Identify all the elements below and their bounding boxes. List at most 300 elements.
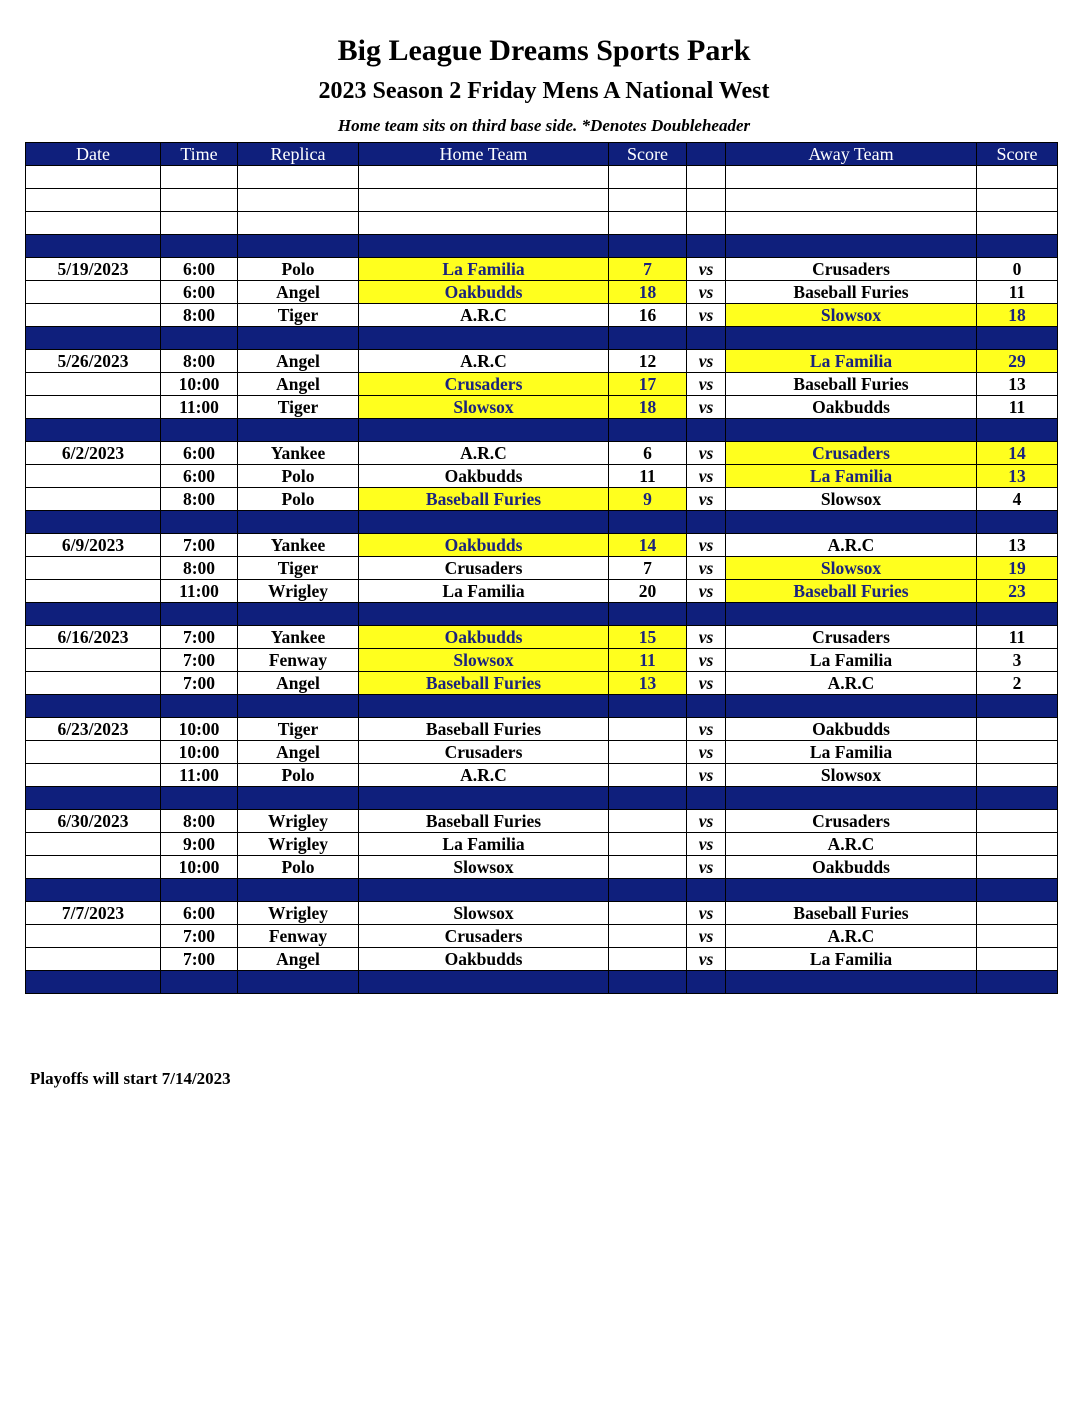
- away-score: 2: [977, 672, 1058, 695]
- week-separator-row: [26, 787, 1058, 810]
- game-time: 6:00: [161, 442, 238, 465]
- home-team: A.R.C: [359, 350, 609, 373]
- empty-cell: [161, 419, 238, 442]
- vs-label: vs: [687, 672, 726, 695]
- empty-cell: [726, 189, 977, 212]
- vs-label: vs: [687, 649, 726, 672]
- home-team: Oakbudds: [359, 465, 609, 488]
- game-row: [26, 948, 1058, 971]
- away-score: 13: [977, 534, 1058, 557]
- game-date: 6/30/2023: [26, 810, 161, 833]
- away-score: [977, 718, 1058, 741]
- empty-cell: [238, 419, 359, 442]
- away-team: A.R.C: [726, 534, 977, 557]
- away-team: Slowsox: [726, 557, 977, 580]
- away-score: [977, 764, 1058, 787]
- empty-cell: [359, 787, 609, 810]
- vs-label: vs: [687, 626, 726, 649]
- game-replica: Angel: [238, 373, 359, 396]
- empty-cell: [687, 511, 726, 534]
- empty-cell: [359, 971, 609, 994]
- game-replica: Angel: [238, 672, 359, 695]
- game-row: [26, 350, 1058, 373]
- game-time: 10:00: [161, 373, 238, 396]
- game-replica: Wrigley: [238, 810, 359, 833]
- playoffs-note: Playoffs will start 7/14/2023: [30, 1069, 231, 1088]
- empty-cell: [609, 166, 687, 189]
- empty-cell: [687, 189, 726, 212]
- empty-cell: [26, 787, 161, 810]
- home-score: 12: [609, 350, 687, 373]
- empty-cell: [26, 373, 161, 396]
- empty-cell: [238, 879, 359, 902]
- away-score: [977, 833, 1058, 856]
- empty-cell: [726, 511, 977, 534]
- away-score: 0: [977, 258, 1058, 281]
- home-score: [609, 948, 687, 971]
- empty-cell: [26, 419, 161, 442]
- home-score: 11: [609, 649, 687, 672]
- game-time: 8:00: [161, 350, 238, 373]
- game-replica: Fenway: [238, 925, 359, 948]
- away-team: A.R.C: [726, 925, 977, 948]
- game-row: [26, 580, 1058, 603]
- game-time: 10:00: [161, 741, 238, 764]
- away-score: 11: [977, 396, 1058, 419]
- empty-cell: [977, 879, 1058, 902]
- empty-cell: [238, 787, 359, 810]
- empty-cell: [609, 787, 687, 810]
- empty-cell: [726, 603, 977, 626]
- empty-cell: [726, 971, 977, 994]
- away-team: Baseball Furies: [726, 373, 977, 396]
- game-replica: Tiger: [238, 718, 359, 741]
- empty-cell: [26, 488, 161, 511]
- away-team: Baseball Furies: [726, 281, 977, 304]
- home-team: Slowsox: [359, 649, 609, 672]
- col-header-date: Date: [26, 143, 161, 166]
- home-team: La Familia: [359, 580, 609, 603]
- empty-cell: [977, 327, 1058, 350]
- home-score: [609, 833, 687, 856]
- empty-cell: [238, 166, 359, 189]
- vs-label: vs: [687, 925, 726, 948]
- empty-cell: [26, 856, 161, 879]
- game-replica: Polo: [238, 856, 359, 879]
- vs-label: vs: [687, 258, 726, 281]
- away-team: La Familia: [726, 948, 977, 971]
- game-time: 7:00: [161, 925, 238, 948]
- empty-cell: [26, 189, 161, 212]
- empty-cell: [359, 695, 609, 718]
- home-team: Baseball Furies: [359, 810, 609, 833]
- empty-cell: [609, 603, 687, 626]
- away-score: 14: [977, 442, 1058, 465]
- empty-cell: [726, 419, 977, 442]
- game-row: [26, 281, 1058, 304]
- empty-cell: [726, 166, 977, 189]
- vs-label: vs: [687, 281, 726, 304]
- empty-cell: [161, 212, 238, 235]
- game-date: 5/19/2023: [26, 258, 161, 281]
- vs-label: vs: [687, 948, 726, 971]
- empty-cell: [977, 603, 1058, 626]
- game-row: [26, 925, 1058, 948]
- empty-cell: [26, 557, 161, 580]
- away-team: Oakbudds: [726, 718, 977, 741]
- home-score: 13: [609, 672, 687, 695]
- empty-cell: [238, 603, 359, 626]
- game-row: [26, 534, 1058, 557]
- empty-cell: [609, 212, 687, 235]
- game-replica: Tiger: [238, 396, 359, 419]
- game-time: 7:00: [161, 672, 238, 695]
- empty-cell: [26, 396, 161, 419]
- empty-cell: [726, 212, 977, 235]
- game-time: 8:00: [161, 810, 238, 833]
- empty-cell: [26, 304, 161, 327]
- empty-cell: [161, 511, 238, 534]
- blank-row: [26, 189, 1058, 212]
- game-time: 6:00: [161, 281, 238, 304]
- col-header-replica: Replica: [238, 143, 359, 166]
- empty-cell: [609, 971, 687, 994]
- vs-label: vs: [687, 442, 726, 465]
- empty-cell: [359, 212, 609, 235]
- game-time: 11:00: [161, 580, 238, 603]
- away-score: 29: [977, 350, 1058, 373]
- week-separator-row: [26, 695, 1058, 718]
- vs-label: vs: [687, 534, 726, 557]
- week-separator-row: [26, 235, 1058, 258]
- col-header-home-team: Home Team: [359, 143, 609, 166]
- home-score: 6: [609, 442, 687, 465]
- home-score: [609, 718, 687, 741]
- home-team: A.R.C: [359, 764, 609, 787]
- empty-cell: [609, 327, 687, 350]
- game-replica: Wrigley: [238, 902, 359, 925]
- away-team: Slowsox: [726, 764, 977, 787]
- game-time: 6:00: [161, 465, 238, 488]
- empty-cell: [161, 787, 238, 810]
- game-replica: Tiger: [238, 304, 359, 327]
- away-team: Baseball Furies: [726, 580, 977, 603]
- home-score: [609, 741, 687, 764]
- empty-cell: [26, 948, 161, 971]
- empty-cell: [26, 879, 161, 902]
- empty-cell: [687, 971, 726, 994]
- empty-cell: [609, 511, 687, 534]
- home-team: A.R.C: [359, 442, 609, 465]
- empty-cell: [687, 603, 726, 626]
- game-date: 6/9/2023: [26, 534, 161, 557]
- home-team: Oakbudds: [359, 626, 609, 649]
- empty-cell: [238, 971, 359, 994]
- away-team: Crusaders: [726, 258, 977, 281]
- away-score: [977, 810, 1058, 833]
- away-team: La Familia: [726, 649, 977, 672]
- away-team: Baseball Furies: [726, 902, 977, 925]
- empty-cell: [359, 879, 609, 902]
- away-score: [977, 856, 1058, 879]
- empty-cell: [609, 235, 687, 258]
- empty-cell: [26, 511, 161, 534]
- home-team: Slowsox: [359, 902, 609, 925]
- away-team: Oakbudds: [726, 396, 977, 419]
- away-score: 11: [977, 626, 1058, 649]
- game-time: 7:00: [161, 534, 238, 557]
- vs-label: vs: [687, 396, 726, 419]
- game-time: 8:00: [161, 304, 238, 327]
- empty-cell: [687, 166, 726, 189]
- col-header-away-score: Score: [977, 143, 1058, 166]
- empty-cell: [238, 189, 359, 212]
- empty-cell: [238, 327, 359, 350]
- schedule-body: [26, 166, 1058, 994]
- empty-cell: [26, 212, 161, 235]
- home-score: 7: [609, 557, 687, 580]
- vs-label: vs: [687, 488, 726, 511]
- empty-cell: [977, 971, 1058, 994]
- game-replica: Fenway: [238, 649, 359, 672]
- away-score: 13: [977, 373, 1058, 396]
- empty-cell: [687, 695, 726, 718]
- week-separator-row: [26, 879, 1058, 902]
- empty-cell: [161, 189, 238, 212]
- page-title: Big League Dreams Sports Park: [337, 34, 751, 67]
- home-team: Crusaders: [359, 373, 609, 396]
- empty-cell: [726, 879, 977, 902]
- game-row: [26, 718, 1058, 741]
- home-team: La Familia: [359, 258, 609, 281]
- empty-cell: [359, 166, 609, 189]
- game-time: 11:00: [161, 764, 238, 787]
- away-team: Crusaders: [726, 810, 977, 833]
- empty-cell: [161, 327, 238, 350]
- empty-cell: [687, 419, 726, 442]
- empty-cell: [687, 879, 726, 902]
- vs-label: vs: [687, 373, 726, 396]
- game-date: 6/2/2023: [26, 442, 161, 465]
- away-team: La Familia: [726, 465, 977, 488]
- empty-cell: [26, 925, 161, 948]
- week-separator-row: [26, 511, 1058, 534]
- game-row: [26, 442, 1058, 465]
- away-score: 18: [977, 304, 1058, 327]
- home-team: Crusaders: [359, 557, 609, 580]
- blank-row: [26, 212, 1058, 235]
- home-team: Oakbudds: [359, 281, 609, 304]
- empty-cell: [26, 741, 161, 764]
- game-replica: Tiger: [238, 557, 359, 580]
- empty-cell: [977, 189, 1058, 212]
- away-team: Oakbudds: [726, 856, 977, 879]
- week-separator-row: [26, 327, 1058, 350]
- empty-cell: [161, 695, 238, 718]
- empty-cell: [609, 419, 687, 442]
- empty-cell: [26, 580, 161, 603]
- home-score: 20: [609, 580, 687, 603]
- empty-cell: [977, 212, 1058, 235]
- blank-row: [26, 166, 1058, 189]
- home-team: Baseball Furies: [359, 488, 609, 511]
- empty-cell: [26, 971, 161, 994]
- empty-cell: [161, 971, 238, 994]
- home-team: Oakbudds: [359, 534, 609, 557]
- empty-cell: [359, 511, 609, 534]
- home-score: [609, 902, 687, 925]
- home-score: 18: [609, 281, 687, 304]
- empty-cell: [977, 166, 1058, 189]
- game-row: [26, 396, 1058, 419]
- home-team: Baseball Furies: [359, 672, 609, 695]
- week-separator-row: [26, 419, 1058, 442]
- away-score: 11: [977, 281, 1058, 304]
- empty-cell: [726, 235, 977, 258]
- game-replica: Yankee: [238, 442, 359, 465]
- empty-cell: [359, 189, 609, 212]
- game-row: [26, 258, 1058, 281]
- empty-cell: [609, 189, 687, 212]
- empty-cell: [726, 787, 977, 810]
- week-separator-row: [26, 603, 1058, 626]
- home-team: Slowsox: [359, 856, 609, 879]
- empty-cell: [26, 649, 161, 672]
- empty-cell: [977, 787, 1058, 810]
- home-score: [609, 810, 687, 833]
- page-subtitle: 2023 Season 2 Friday Mens A National West: [318, 78, 770, 104]
- game-row: [26, 557, 1058, 580]
- empty-cell: [26, 465, 161, 488]
- empty-cell: [238, 511, 359, 534]
- vs-label: vs: [687, 833, 726, 856]
- game-date: 6/16/2023: [26, 626, 161, 649]
- vs-label: vs: [687, 557, 726, 580]
- empty-cell: [687, 787, 726, 810]
- away-score: 4: [977, 488, 1058, 511]
- game-row: [26, 856, 1058, 879]
- game-time: 8:00: [161, 488, 238, 511]
- vs-label: vs: [687, 902, 726, 925]
- game-time: 10:00: [161, 856, 238, 879]
- game-time: 7:00: [161, 626, 238, 649]
- away-score: 13: [977, 465, 1058, 488]
- game-time: 11:00: [161, 396, 238, 419]
- empty-cell: [726, 695, 977, 718]
- home-score: 11: [609, 465, 687, 488]
- empty-cell: [26, 235, 161, 258]
- empty-cell: [359, 235, 609, 258]
- game-date: 7/7/2023: [26, 902, 161, 925]
- empty-cell: [26, 281, 161, 304]
- away-team: Slowsox: [726, 488, 977, 511]
- home-score: 7: [609, 258, 687, 281]
- home-team: Oakbudds: [359, 948, 609, 971]
- col-header-vs: [687, 143, 726, 166]
- home-score: [609, 856, 687, 879]
- game-replica: Wrigley: [238, 580, 359, 603]
- away-score: [977, 925, 1058, 948]
- empty-cell: [687, 327, 726, 350]
- empty-cell: [26, 603, 161, 626]
- home-team: Crusaders: [359, 741, 609, 764]
- home-team: Baseball Furies: [359, 718, 609, 741]
- home-score: 15: [609, 626, 687, 649]
- home-team: Crusaders: [359, 925, 609, 948]
- empty-cell: [26, 672, 161, 695]
- empty-cell: [238, 695, 359, 718]
- game-date: 6/23/2023: [26, 718, 161, 741]
- col-header-home-score: Score: [609, 143, 687, 166]
- empty-cell: [726, 327, 977, 350]
- empty-cell: [977, 511, 1058, 534]
- col-header-time: Time: [161, 143, 238, 166]
- empty-cell: [687, 212, 726, 235]
- game-replica: Polo: [238, 488, 359, 511]
- game-row: [26, 373, 1058, 396]
- empty-cell: [977, 235, 1058, 258]
- vs-label: vs: [687, 856, 726, 879]
- empty-cell: [161, 879, 238, 902]
- empty-cell: [238, 212, 359, 235]
- game-time: 7:00: [161, 948, 238, 971]
- game-row: [26, 810, 1058, 833]
- away-score: 19: [977, 557, 1058, 580]
- home-team: La Familia: [359, 833, 609, 856]
- away-team: Slowsox: [726, 304, 977, 327]
- vs-label: vs: [687, 741, 726, 764]
- game-row: [26, 304, 1058, 327]
- game-row: [26, 764, 1058, 787]
- empty-cell: [161, 235, 238, 258]
- game-row: [26, 626, 1058, 649]
- game-replica: Yankee: [238, 534, 359, 557]
- game-time: 6:00: [161, 902, 238, 925]
- schedule-note: Home team sits on third base side. *Denotes Doubleheader: [337, 116, 751, 135]
- empty-cell: [26, 764, 161, 787]
- home-score: 18: [609, 396, 687, 419]
- game-row: [26, 741, 1058, 764]
- empty-cell: [609, 879, 687, 902]
- game-replica: Angel: [238, 948, 359, 971]
- game-time: 6:00: [161, 258, 238, 281]
- away-team: La Familia: [726, 350, 977, 373]
- home-score: [609, 764, 687, 787]
- game-time: 9:00: [161, 833, 238, 856]
- game-time: 8:00: [161, 557, 238, 580]
- game-replica: Angel: [238, 741, 359, 764]
- vs-label: vs: [687, 810, 726, 833]
- away-score: 23: [977, 580, 1058, 603]
- empty-cell: [359, 419, 609, 442]
- home-score: 9: [609, 488, 687, 511]
- away-score: [977, 741, 1058, 764]
- away-score: [977, 948, 1058, 971]
- game-replica: Polo: [238, 258, 359, 281]
- home-team: Slowsox: [359, 396, 609, 419]
- away-score: [977, 902, 1058, 925]
- away-team: A.R.C: [726, 833, 977, 856]
- game-replica: Polo: [238, 465, 359, 488]
- vs-label: vs: [687, 580, 726, 603]
- header-row: [26, 143, 1058, 166]
- vs-label: vs: [687, 718, 726, 741]
- game-time: 7:00: [161, 649, 238, 672]
- schedule-table: [25, 142, 1058, 994]
- away-team: Crusaders: [726, 626, 977, 649]
- empty-cell: [161, 166, 238, 189]
- game-row: [26, 902, 1058, 925]
